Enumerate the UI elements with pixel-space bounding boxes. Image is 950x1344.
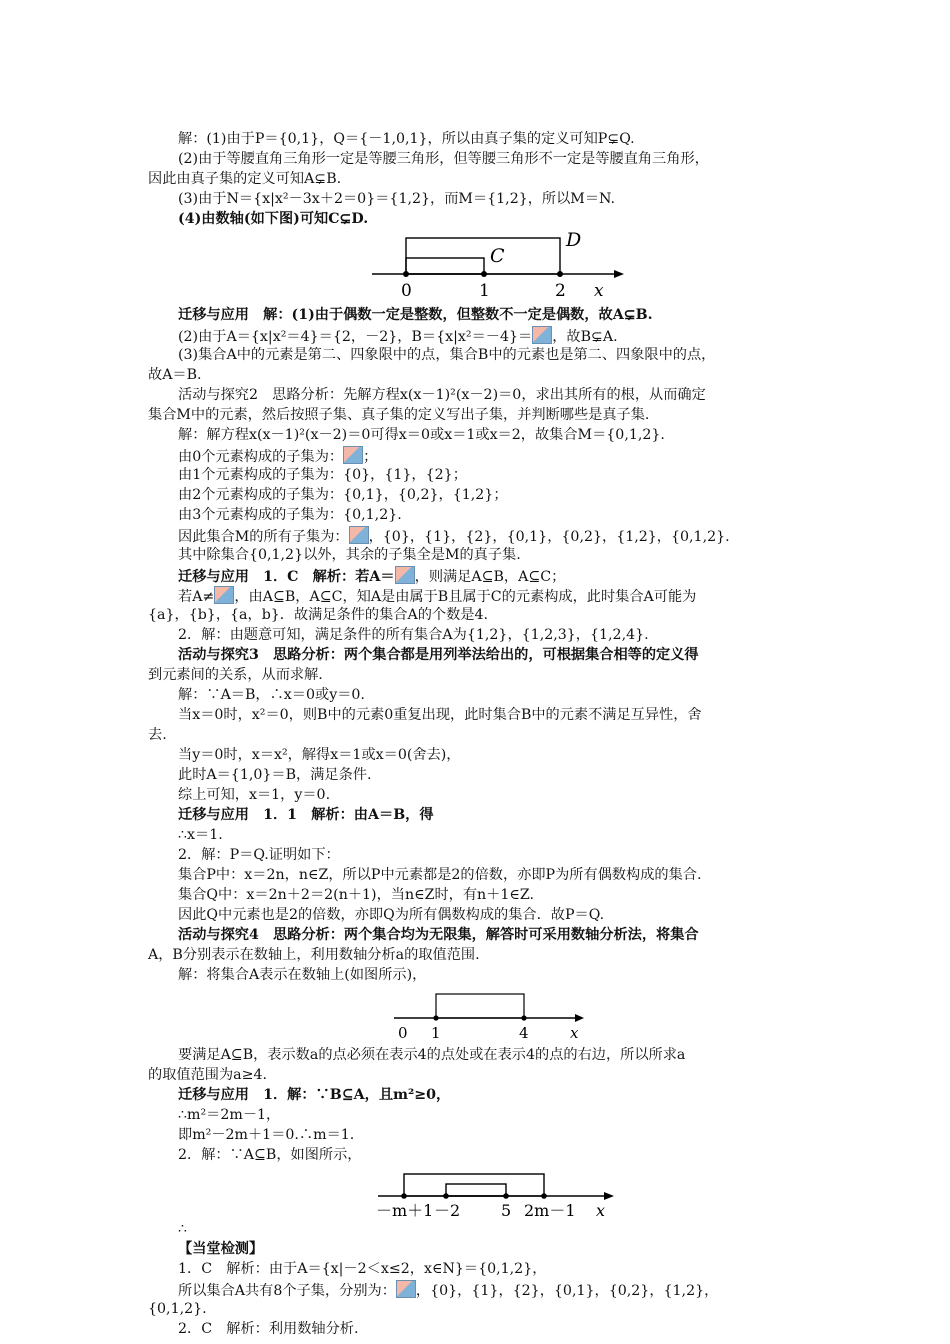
text-line: (4)由数轴(如下图)可知C⊊D. [178, 211, 369, 227]
text-line: ∴ [178, 1221, 188, 1237]
text-line: (2)由于等腰直角三角形一定是等腰三角形，但等腰三角形不一定是等腰直角三角形， [178, 151, 709, 167]
text-line: 活动与探究4 思路分析：两个集合均为无限集，解答时可采用数轴分析法，将集合 [178, 927, 699, 943]
set-label-d: D [566, 229, 582, 251]
text-line: 当y＝0时，x＝x²，解得x＝1或x＝0(舍去)， [178, 747, 461, 763]
text-line: 1．C 解析：由于A＝{x|－2＜x≤2，x∈N}＝{0,1,2}， [178, 1261, 547, 1277]
tick-2m-minus-1: 2m－1 [524, 1201, 576, 1218]
axis-label-x: x [596, 1201, 606, 1218]
text-line: 其中除集合{0,1,2}以外，其余的子集全是M的真子集. [178, 547, 521, 563]
tick-neg-2: －2 [434, 1201, 461, 1218]
text-line: 要满足A⊆B，表示数a的点必须在表示4的点处或在表示4的点的右边，所以所求a [178, 1047, 686, 1063]
text-line: 的取值范围为a≥4. [148, 1067, 268, 1083]
empty-set-image [343, 446, 363, 464]
empty-set-image [396, 1280, 416, 1298]
text-line: 2．C 解析：利用数轴分析. [178, 1321, 359, 1337]
text-line: 故A＝B. [148, 367, 202, 383]
text-line: 由3个元素构成的子集为：{0,1,2}. [178, 507, 402, 523]
text-line: 由2个元素构成的子集为：{0,1}，{0,2}，{1,2}； [178, 487, 508, 503]
set-label-c: C [490, 245, 505, 267]
text-line: 去. [148, 727, 167, 743]
text-line: 综上可知，x＝1，y＝0. [178, 787, 331, 803]
text-line: (2)由于A＝{x|x²＝4}＝{2，－2}，B＝{x|x²＝－4}＝ ，故B⊊A. [178, 326, 618, 346]
number-line-figure-2 [392, 984, 592, 1042]
text-line: 集合P中：x＝2n，n∈Z，所以P中元素都是2的倍数，亦即P为所有偶数构成的集合. [178, 867, 702, 883]
tick-1: 1 [431, 1024, 441, 1042]
text-line: 迁移与应用 1．1 解析：由A＝B，得 [178, 807, 434, 823]
text-line: 集合M中的元素，然后按照子集、真子集的定义写出子集，并判断哪些是真子集. [148, 407, 650, 423]
text-line: 2．解：P＝Q.证明如下： [178, 847, 340, 863]
text-line: 所以集合A共有8个子集，分别为： ，{0}，{1}，{2}，{0,1}，{0,2}，{1,2}， [178, 1280, 718, 1300]
tick-neg-m-plus-1: －m＋1 [376, 1201, 434, 1218]
text-line: 因此由真子集的定义可知A⊊B. [148, 171, 342, 187]
text-line: 由1个元素构成的子集为：{0}，{1}，{2}； [178, 467, 467, 483]
empty-set-image [349, 526, 369, 544]
text-line: 因此集合M的所有子集为： ，{0}，{1}，{2}，{0,1}，{0,2}，{1,2}，{0,1,2}. [178, 526, 730, 546]
text-line: 解：(1)由于P＝{0,1}，Q＝{－1,0,1}，所以由真子集的定义可知P⊊Q. [178, 131, 635, 147]
text-line: 即m²－2m＋1＝0.∴m＝1. [178, 1127, 355, 1143]
text-line: (3)集合A中的元素是第二、四象限中的点，集合B中的元素也是第二、四象限中的点， [178, 347, 716, 363]
text-line: ∴x＝1. [178, 827, 223, 843]
text-line: 2．解：由题意可知，满足条件的所有集合A为{1,2}，{1,2,3}，{1,2,4}. [178, 627, 649, 643]
text-line: 活动与探究2 思路分析：先解方程x(x－1)²(x－2)＝0，求出其所有的根，从而确定 [178, 387, 706, 403]
text-line: 活动与探究3 思路分析：两个集合都是用列举法给出的，可根据集合相等的定义得 [178, 647, 699, 663]
tick-0: 0 [401, 281, 412, 300]
text-line: 到元素间的关系，从而求解. [148, 667, 323, 683]
number-line-figure-3 [374, 1162, 624, 1218]
tick-2: 2 [555, 281, 566, 300]
text-line: 集合Q中：x＝2n＋2＝2(n＋1)，当n∈Z时，有n＋1∈Z. [178, 887, 534, 903]
text-line: 迁移与应用 1．解：∵B⊆A，且m²≥0， [178, 1087, 451, 1103]
text-line: 迁移与应用 1．C 解析：若A＝ ，则满足A⊆B，A⊆C； [178, 566, 565, 586]
empty-set-image [532, 326, 552, 344]
text-line: {a}，{b}，{a，b}．故满足条件的集合A的个数是4. [148, 607, 489, 623]
tick-4: 4 [519, 1024, 529, 1042]
text-line: A，B分别表示在数轴上，利用数轴分析a的取值范围. [148, 947, 480, 963]
text-line: 解：解方程x(x－1)²(x－2)＝0可得x＝0或x＝1或x＝2，故集合M＝{0,1,2}. [178, 427, 665, 443]
text-line: 当x＝0时，x²＝0，则B中的元素0重复出现，此时集合B中的元素不满足互异性，舍 [178, 707, 702, 723]
text-line: 解：∵A＝B，∴x＝0或y＝0. [178, 687, 365, 703]
number-line-figure-1 [368, 228, 628, 300]
text-line: ∴m²＝2m－1， [178, 1107, 281, 1123]
tick-0: 0 [398, 1024, 408, 1042]
text-line: 解：将集合A表示在数轴上(如图所示)， [178, 967, 427, 983]
section-heading: 【当堂检测】 [178, 1241, 264, 1257]
tick-5: 5 [501, 1201, 512, 1218]
text-line: (3)由于N＝{x|x²－3x＋2＝0}＝{1,2}，而M＝{1,2}，所以M＝N. [178, 191, 616, 207]
tick-1: 1 [479, 281, 490, 300]
text-line: 因此Q中元素也是2的倍数，亦即Q为所有偶数构成的集合．故P＝Q. [178, 907, 605, 923]
text-line: 由0个元素构成的子集为： ； [178, 446, 377, 466]
text-line: 若A≠ ，由A⊆B，A⊆C，知A是由属于B且属于C的元素构成，此时集合A可能为 [178, 586, 696, 606]
axis-label-x: x [570, 1024, 579, 1042]
text-line: 迁移与应用 解：(1)由于偶数一定是整数，但整数不一定是偶数，故A⊊B. [178, 307, 653, 323]
text-line: 2．解：∵A⊆B，如图所示， [178, 1147, 362, 1163]
text-line: {0,1,2}. [148, 1301, 207, 1317]
empty-set-image [214, 586, 234, 604]
text-line: 此时A＝{1,0}＝B，满足条件. [178, 767, 372, 783]
empty-set-image [395, 566, 415, 584]
axis-label-x: x [594, 281, 604, 300]
